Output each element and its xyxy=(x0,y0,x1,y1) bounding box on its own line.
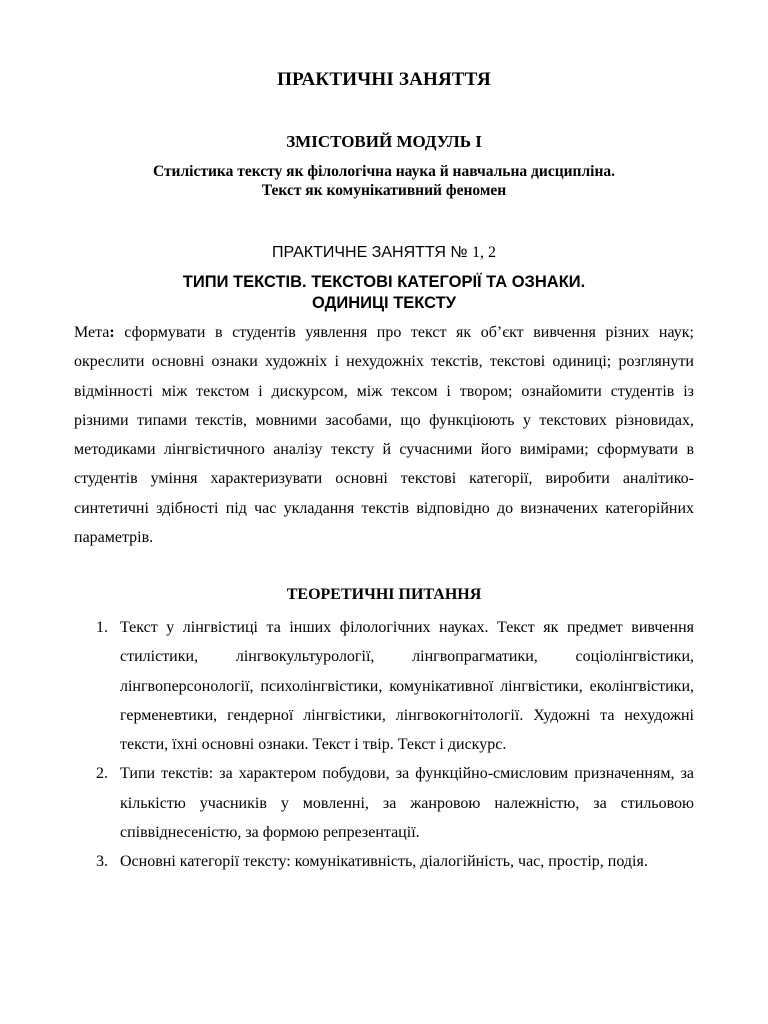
questions-list xyxy=(74,613,694,877)
module-subtitle-line-2: Текст як комунікативний феномен xyxy=(261,182,507,199)
list-item-text: Типи текстів: за характером побудови, за функційно-смисловим призначенням, за кількістю учасників у мовленні, за жанровою належністю, за стильовою співвіднесеністю, за формою репрезентації. xyxy=(120,765,694,842)
goal-colon: : xyxy=(109,324,115,341)
list-item xyxy=(74,759,694,847)
list-item-text: Текст у лінгвістиці та інших філологічних науках. Текст як предмет вивчення стилістики, лінгвокультурології, лінгвопрагматики, соціолінгвістики, лінгвоперсонології, психолінгвістики, комунікативної лінгвістики, еколінгвістики, герменевтики, гендерної лінгвістики, лінгвокогнітології. Художні та нехудожні тексти, їхні основні ознаки. Текст і твір. Текст і дискурс. xyxy=(120,619,694,754)
list-item-number: 1. xyxy=(96,619,108,636)
lesson-heading xyxy=(0,244,768,262)
theory-heading: ТЕОРЕТИЧНІ ПИТАННЯ xyxy=(286,586,482,603)
goal-paragraph xyxy=(74,318,694,552)
page-title: ПРАКТИЧНІ ЗАНЯТТЯ xyxy=(277,69,491,90)
list-item-number: 2. xyxy=(96,765,108,783)
topic-line-1: ТИПИ ТЕКСТІВ. ТЕКСТОВІ КАТЕГОРІЇ ТА ОЗНАКИ. xyxy=(182,273,586,291)
list-item xyxy=(74,613,694,759)
module-subtitle xyxy=(0,162,768,200)
list-item-number: 3. xyxy=(96,853,108,871)
goal-label: Мета xyxy=(74,324,110,341)
topic-line-2: ОДИНИЦІ ТЕКСТУ xyxy=(311,294,456,312)
module-heading: ЗМІСТОВИЙ МОДУЛЬ І xyxy=(286,132,482,151)
lesson-label: ПРАКТИЧНЕ ЗАНЯТТЯ № xyxy=(272,244,468,261)
topic-heading xyxy=(0,272,768,314)
module-subtitle-line-1: Стилістика тексту як філологічна наука й навчальна дисципліна. xyxy=(152,163,616,180)
goal-text: сформувати в студентів уявлення про текст як об’єкт вивчення різних наук; окреслити основні ознаки художніх і нехудожніх текстів, текстові одиниці; розглянути відмінності між текстом і дискурсом, між тексом і твором; ознайомити студентів із різними типами текстів, мовними засобами, що функціюють у текстових різновидах, методиками лінгвістичного аналізу тексту й сучасними його вимірами; сформувати в студентів уміння характеризувати основні текстові категорії, виробити аналітико-синтетичні здібності під час укладання текстів відповідно до визначених категорійних параметрів. xyxy=(74,324,694,547)
list-item-text: Основні категорії тексту: комунікативність, діалогійність, час, простір, подія. xyxy=(120,853,648,871)
lesson-number: 1, 2 xyxy=(471,244,496,261)
list-item xyxy=(74,847,694,876)
